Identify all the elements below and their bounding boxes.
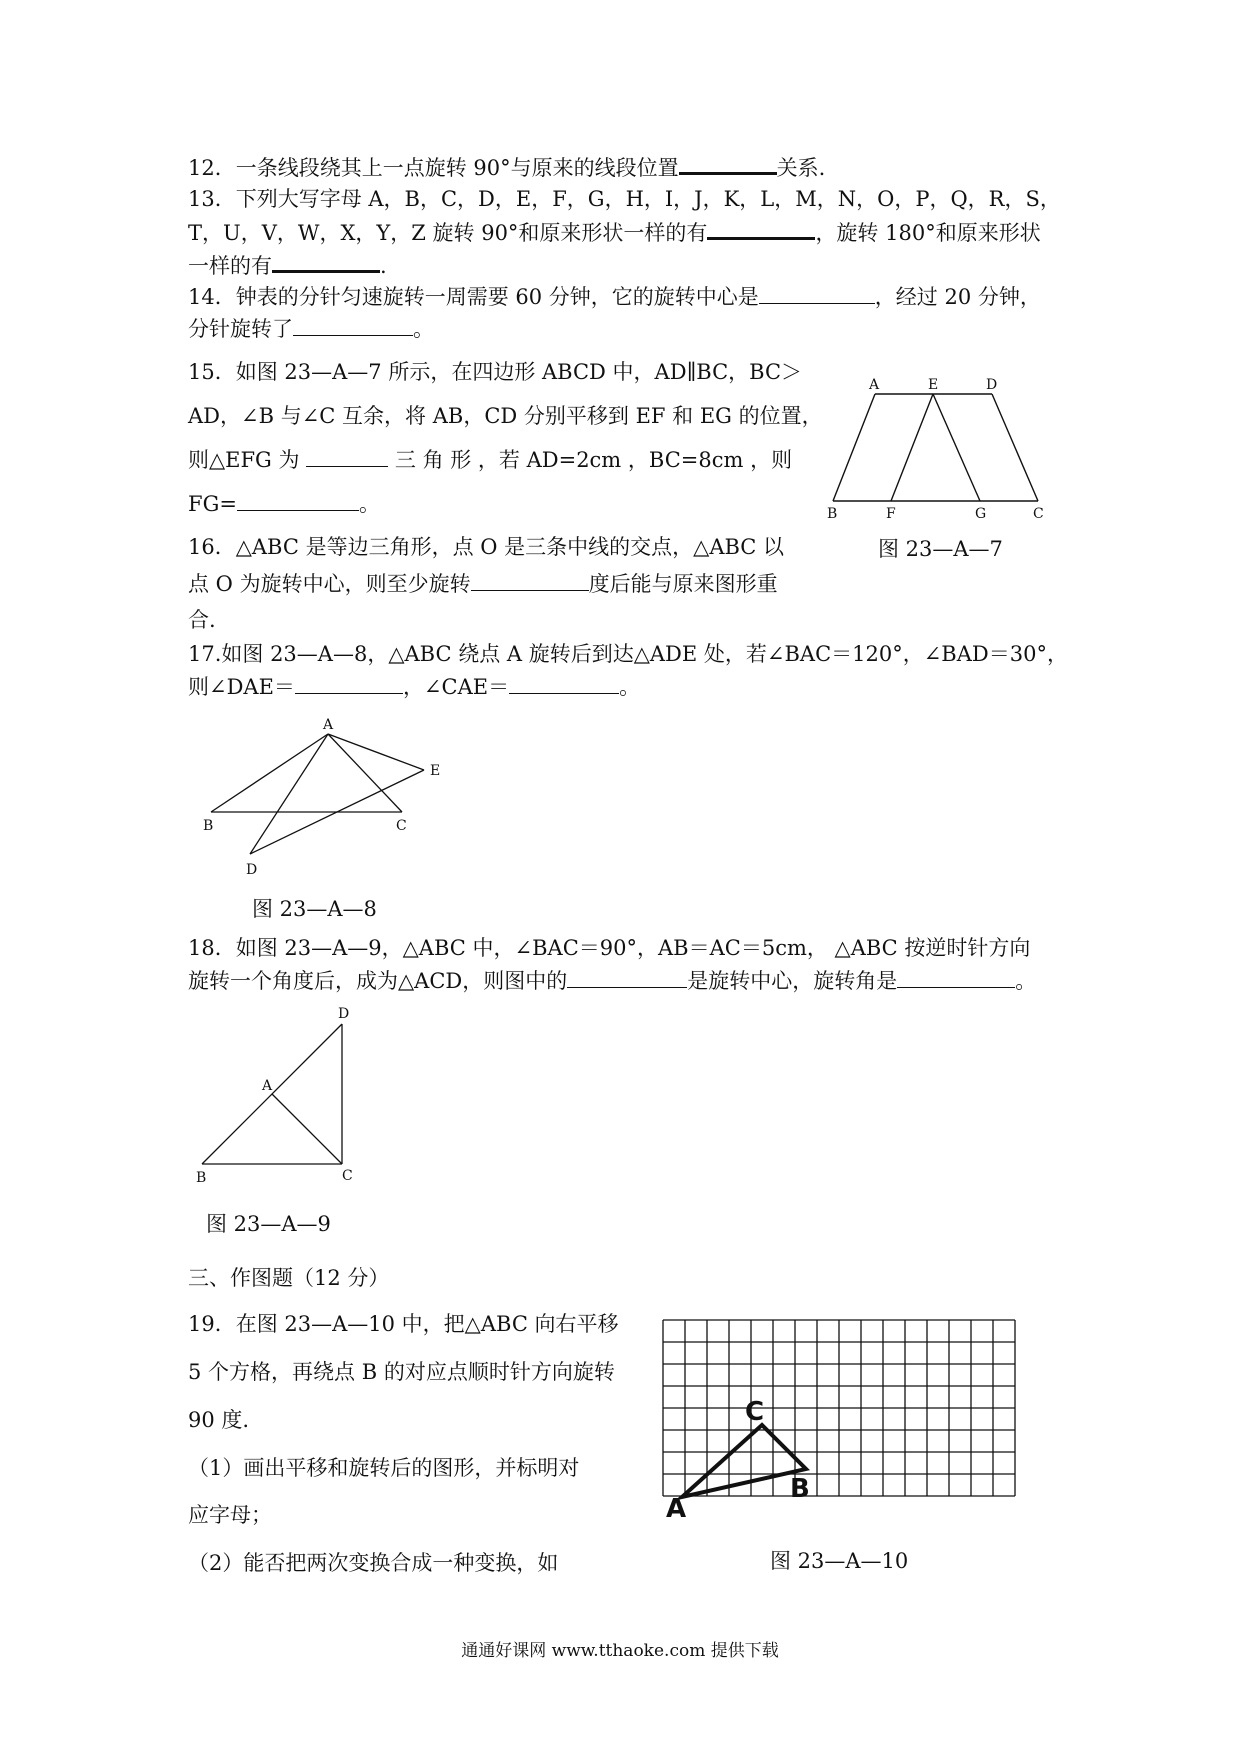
segment-ef: [891, 394, 933, 501]
section-3-heading: 三、作图题（12 分）: [188, 1266, 390, 1290]
grid: [663, 1320, 1015, 1496]
segment-dc: [992, 394, 1038, 501]
q19-line-4: （1）画出平移和旋转后的图形，并标明对: [188, 1456, 580, 1480]
q13-line-3: 一样的有 .: [188, 250, 387, 280]
label-c: C: [396, 818, 407, 834]
q19-line-6: （2）能否把两次变换合成一种变换，如: [188, 1551, 559, 1575]
segment-ad: [250, 734, 328, 854]
label-a: A: [262, 1078, 273, 1094]
q19-line-5: 应字母；: [188, 1503, 272, 1527]
q14-line-2: 分针旋转了 。: [188, 317, 434, 341]
label-c: C: [745, 1397, 765, 1427]
label-d: D: [246, 862, 258, 878]
q13-blank-2: [272, 250, 380, 273]
label-c: C: [342, 1168, 353, 1184]
segment-ab: [211, 734, 328, 812]
q13-line-1: 13．下列大写字母 A，B，C，D，E，F，G，H，I，J，K，L，M，N，O，P，Q，R，S，: [188, 187, 1061, 211]
label-a: A: [666, 1494, 687, 1524]
q13-line-2: T，U，V，W，X，Y，Z 旋转 90°和原来形状一样的有 ，旋转 180°和原来形状: [188, 217, 1041, 247]
q18-blank-2: [897, 967, 1015, 988]
label-d: D: [986, 377, 998, 393]
q18-line-1: 18．如图 23—A—9，△ABC 中，∠BAC＝90°，AB＝AC＝5cm， △ABC 按逆时针方向: [188, 936, 1031, 960]
figure-23-a-9: [190, 1000, 380, 1190]
figure-23-a-8: [190, 712, 460, 882]
q18-blank-1: [567, 967, 687, 988]
segment-ae: [328, 734, 424, 770]
label-e: E: [430, 763, 441, 779]
triangle-abc: [682, 1425, 806, 1497]
q17-line-1: 17.如图 23—A—8，△ABC 绕点 A 旋转后到达△ADE 处，若∠BAC＝120°，∠BAD＝30°，: [188, 642, 1068, 666]
q15-line-2: AD，∠B 与∠C 互余，将 AB，CD 分别平移到 EF 和 EG 的位置，: [188, 404, 823, 428]
figure-23-a-10-caption: 图 23—A—10: [770, 1549, 909, 1573]
segment-ab: [833, 394, 875, 501]
q15-line-3: 则△EFG 为 三 角 形 ，若 AD=2cm ，BC=8cm ，则: [188, 448, 793, 472]
q17-blank-2: [509, 673, 619, 694]
label-c: C: [1033, 506, 1044, 522]
q19-line-2: 5 个方格，再绕点 B 的对应点顺时针方向旋转: [188, 1360, 615, 1384]
figure-23-a-7: [820, 375, 1050, 525]
q13-blank-1: [707, 217, 815, 240]
label-d: D: [338, 1006, 350, 1022]
segment-eg: [933, 394, 980, 501]
q14-blank-1: [759, 283, 875, 304]
label-a: A: [869, 377, 880, 393]
q18-line-2: 旋转一个角度后，成为△ACD，则图中的 是旋转中心，旋转角是 。: [188, 969, 1037, 993]
label-a: A: [323, 717, 334, 733]
q16-line-1: 16．△ABC 是等边三角形，点 O 是三条中线的交点，△ABC 以: [188, 535, 785, 559]
segment-ac: [328, 734, 402, 812]
label-b: B: [790, 1474, 810, 1504]
q16-line-3: 合.: [188, 608, 216, 632]
q17-line-2: 则∠DAE＝ ，∠CAE＝ 。: [188, 675, 641, 699]
page-footer: 通通好课网 www.tthaoke.com 提供下载: [461, 1641, 779, 1661]
q15-blank-2: [237, 490, 359, 511]
label-e: E: [928, 377, 939, 393]
figure-23-a-10: [655, 1312, 1030, 1532]
figure-23-a-8-caption: 图 23—A—8: [252, 897, 377, 921]
q14-blank-2: [293, 315, 413, 336]
label-g: G: [975, 506, 987, 522]
figure-23-a-7-caption: 图 23—A—7: [878, 537, 1003, 561]
q16-blank: [471, 570, 589, 591]
label-b: B: [196, 1170, 207, 1186]
label-f: F: [886, 506, 896, 522]
label-b: B: [827, 506, 838, 522]
q17-blank-1: [295, 673, 403, 694]
q15-line-1: 15．如图 23—A—7 所示，在四边形 ABCD 中，AD∥BC，BC＞: [188, 360, 803, 384]
q19-line-3: 90 度.: [188, 1408, 250, 1432]
q16-line-2: 点 O 为旋转中心，则至少旋转 度后能与原来图形重: [188, 572, 778, 596]
q12-line: 12．一条线段绕其上一点旋转 90°与原来的线段位置 关系.: [188, 152, 825, 182]
q19-line-1: 19．在图 23—A—10 中，把△ABC 向右平移: [188, 1312, 619, 1336]
q15-blank-1: [306, 446, 388, 467]
q12-blank: [679, 152, 777, 175]
segment-ac: [272, 1094, 342, 1164]
q15-line-4: FG= 。: [188, 492, 380, 516]
label-b: B: [203, 818, 214, 834]
figure-23-a-9-caption: 图 23—A—9: [206, 1212, 331, 1236]
q14-line-1: 14．钟表的分针匀速旋转一周需要 60 分钟，它的旋转中心是 ，经过 20 分钟，: [188, 285, 1041, 309]
